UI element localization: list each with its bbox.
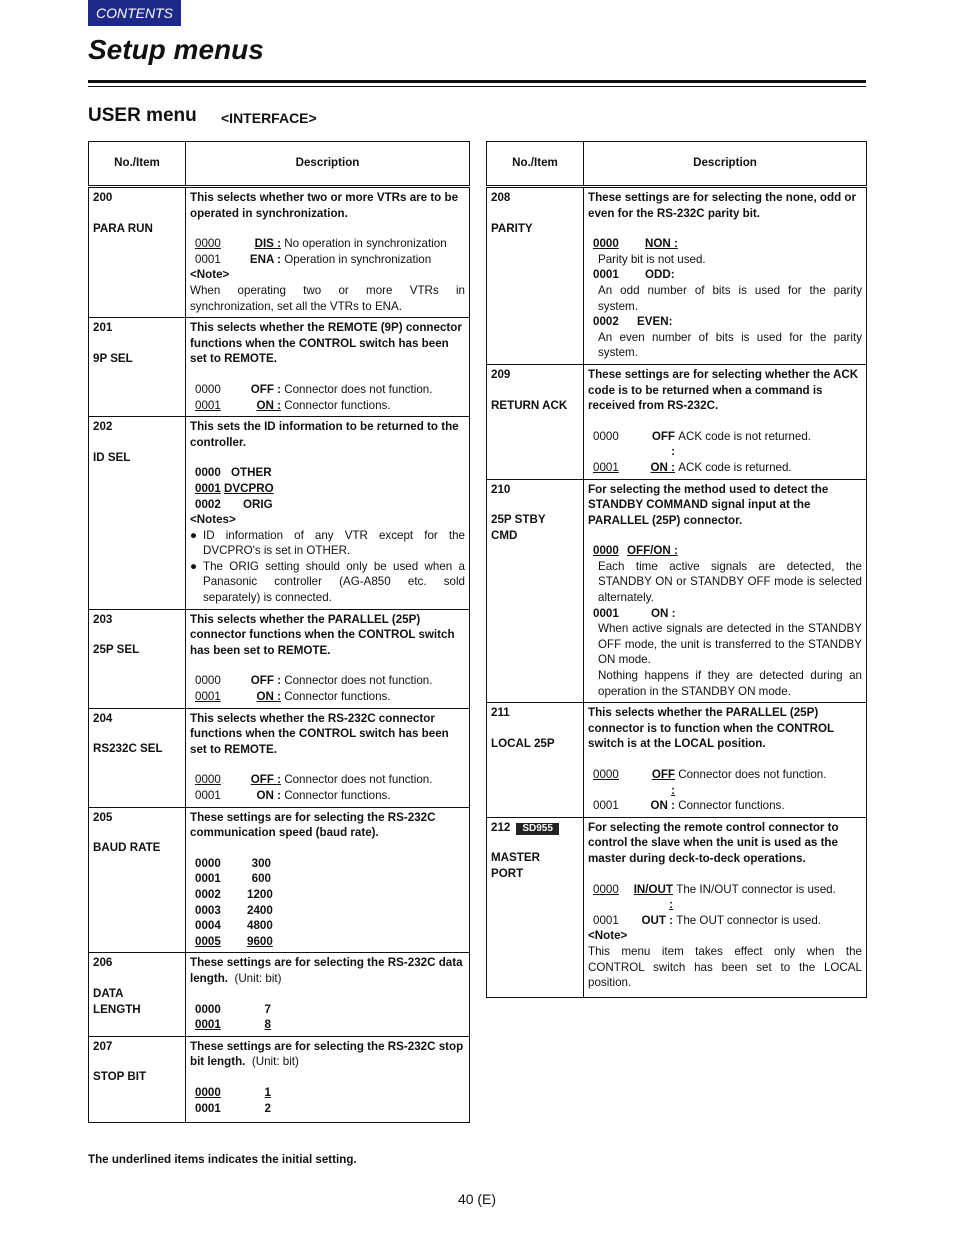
option-text: Connector functions. [284, 690, 391, 704]
option-row [190, 1017, 465, 1033]
table-row [487, 187, 867, 365]
option-text: No operation in synchronization [284, 237, 447, 251]
option-text: The IN/OUT connector is used. [676, 882, 836, 896]
option-code: 0001 [195, 872, 221, 886]
option-key: EVEN: [637, 315, 673, 329]
note-text: When operating two or more VTRs in synchronization, set all the VTRs to ENA. [190, 283, 465, 313]
option-key: OFF : [250, 674, 281, 688]
option-code: 0000 [593, 768, 619, 781]
option-code: 0003 [195, 903, 221, 917]
option-code: 0002 [593, 315, 619, 329]
option-key: OFF : [651, 768, 675, 797]
option-code: 0001 [593, 268, 619, 282]
bullet-icon: ● [190, 528, 198, 542]
option-text: Connector does not function. [284, 382, 433, 396]
option-code: 0002 [195, 887, 221, 901]
item-name-line2: PORT [491, 866, 524, 880]
item-name: PARA RUN [93, 221, 153, 235]
item-number: 202 [93, 420, 113, 434]
option-text: An odd number of bits is used for the parity system. [598, 283, 862, 313]
menu-table-right [486, 141, 867, 998]
section-subheading: <INTERFACE> [221, 110, 317, 126]
option-key: ENA : [249, 252, 281, 266]
option-row [190, 903, 465, 919]
title-rule-thick [88, 80, 866, 83]
col-header-no-item: No./Item [89, 142, 186, 187]
bullet-icon: ● [190, 559, 198, 573]
item-description: These settings are for selecting the none, odd or even for the RS-232C parity bit. [588, 191, 856, 220]
item-name: RS232C SEL [93, 742, 163, 756]
option-value: 1 [264, 1085, 271, 1099]
option-key: ON : [256, 690, 281, 704]
option-key: ODD: [645, 268, 675, 282]
option-row [190, 1002, 465, 1018]
option-text: When active signals are detected in the STANDBY OFF mode, the unit is transferred to the STANDBY ON mode. [598, 622, 862, 667]
option-key: IN/OUT : [633, 882, 673, 912]
option-code: 0001 [195, 690, 221, 704]
option-code: 0004 [195, 919, 221, 933]
item-number: 201 [93, 321, 113, 335]
option-value: 7 [264, 1002, 271, 1016]
option-row [190, 918, 465, 934]
unit-text: (Unit: bit) [251, 1055, 299, 1069]
section-heading: USER menu [88, 105, 197, 126]
item-number: 210 [491, 482, 511, 496]
note-text: ID information of any VTR except for the DVCPRO's is set in OTHER. [203, 528, 465, 558]
notes-label: <Notes> [190, 513, 236, 527]
option-code: 0000 [195, 856, 221, 870]
item-description: For selecting the method used to detect the STANDBY COMMAND signal input at the PARALLEL (25P) connector. [588, 482, 829, 527]
option-key: DVCPRO [224, 481, 274, 495]
table-header-row [89, 142, 470, 187]
option-row [588, 798, 862, 814]
item-name: 9P SEL [93, 351, 133, 365]
option-row [588, 314, 862, 330]
option-row [190, 382, 465, 398]
option-text: ACK code is returned. [678, 460, 792, 474]
option-code: 0001 [593, 606, 619, 620]
model-badge: SD955 [516, 823, 559, 835]
option-code: 0000 [593, 237, 619, 251]
item-name: BAUD RATE [93, 841, 161, 855]
note-bullet-item [190, 528, 465, 559]
option-text: Connector functions. [678, 799, 785, 813]
option-code: 0001 [195, 1018, 221, 1032]
option-text: Each time active signals are detected, the STANDBY ON or STANDBY OFF mode is selected alternately. [598, 559, 862, 605]
option-value: 300 [251, 856, 271, 870]
option-text: An even number of bits is used for the parity system. [598, 330, 862, 360]
item-name: ID SEL [93, 450, 131, 464]
option-key: OFF : [250, 382, 281, 396]
option-code: 0000 [195, 382, 221, 396]
option-key: OTHER [231, 466, 272, 480]
table-row [89, 953, 470, 1036]
item-description: For selecting the remote control connector to control the slave when the unit is used as the master during deck-to-deck operations. [588, 820, 839, 865]
menu-table-left [88, 141, 470, 1123]
option-row [190, 934, 465, 950]
option-key: OFF/ON : [627, 544, 678, 558]
option-code: 0000 [195, 674, 221, 688]
option-row [190, 856, 465, 872]
item-description: This selects whether two or more VTRs are to be operated in synchronization. [190, 191, 459, 220]
item-description: These settings are for selecting the RS-232C communication speed (baud rate). [190, 810, 436, 840]
item-number: 204 [93, 711, 113, 725]
option-key: OFF : [651, 429, 675, 459]
contents-link[interactable]: CONTENTS [88, 0, 181, 26]
item-number: 209 [491, 367, 511, 381]
option-value: 9600 [247, 934, 273, 948]
option-code: 0001 [195, 1101, 221, 1115]
table-row [89, 1036, 470, 1122]
table-row [89, 417, 470, 610]
item-description: This selects whether the REMOTE (9P) connector functions when the CONTROL switch has been set to REMOTE. [190, 321, 462, 366]
option-row [190, 236, 465, 252]
item-number: 207 [93, 1039, 113, 1053]
option-key: ON : [650, 799, 675, 813]
option-row [190, 398, 465, 414]
option-key: NON : [645, 237, 678, 251]
option-code: 0000 [195, 237, 221, 251]
option-code: 0001 [195, 398, 221, 412]
col-header-description: Description [186, 142, 470, 187]
item-number: 206 [93, 956, 113, 970]
option-row [190, 1101, 465, 1117]
table-row [487, 364, 867, 479]
item-number: 205 [93, 810, 113, 824]
option-code: 0001 [195, 481, 221, 495]
option-code: 0001 [593, 799, 619, 813]
item-name: RETURN ACK [491, 398, 568, 412]
item-description: These settings are for selecting the RS-232C stop bit length. [190, 1039, 464, 1069]
option-code: 0001 [593, 460, 619, 474]
option-text: Connector does not function. [678, 768, 827, 781]
option-row [588, 606, 862, 622]
option-row [588, 913, 862, 929]
option-row [190, 481, 465, 497]
note-bullet-item [190, 559, 465, 606]
option-value: 1200 [247, 887, 273, 901]
item-name-line2: CMD [491, 528, 518, 542]
option-row [190, 497, 465, 513]
note-label: <Note> [190, 268, 230, 282]
table-row [89, 609, 470, 708]
table-row [487, 703, 867, 818]
table-header-row [487, 142, 867, 187]
option-text: ACK code is not returned. [678, 429, 811, 443]
option-row [588, 460, 862, 476]
item-number: 208 [491, 191, 511, 204]
option-row [190, 887, 465, 903]
option-row [190, 1085, 465, 1101]
item-description: This selects whether the RS-232C connector functions when the CONTROL switch has been set to REMOTE. [190, 711, 449, 756]
col-header-description: Description [584, 142, 867, 187]
option-code: 0000 [195, 773, 221, 787]
page-title: Setup menus [88, 34, 264, 65]
note-text: The ORIG setting should only be used when a Panasonic controller (AG-A850 etc. sold separately) is connected. [203, 559, 465, 605]
option-row [190, 689, 465, 705]
option-key: ON : [651, 606, 676, 620]
option-value: 2400 [247, 903, 273, 917]
title-rule-thin [88, 86, 866, 87]
option-row [588, 882, 862, 913]
option-value: 8 [264, 1018, 271, 1032]
option-key: ON : [256, 398, 281, 412]
col-header-no-item: No./Item [487, 142, 584, 187]
option-key: DIS : [254, 237, 281, 251]
item-description: These settings are for selecting the RS-232C data length. [190, 956, 463, 985]
option-text: Connector does not function. [284, 773, 433, 787]
option-row [588, 543, 862, 559]
table-row [89, 708, 470, 807]
option-code: 0001 [195, 789, 221, 802]
option-text: Connector functions. [284, 398, 391, 412]
note-text: This menu item takes effect only when the CONTROL switch has been set to the LOCAL position. [588, 944, 862, 990]
item-name: MASTER [491, 851, 540, 865]
option-row [588, 767, 862, 798]
option-code: 0000 [593, 544, 619, 558]
item-number: 200 [93, 191, 113, 204]
option-row [588, 429, 862, 460]
option-text: Connector functions. [284, 789, 391, 802]
option-text: Operation in synchronization [284, 252, 432, 266]
option-code: 0001 [593, 913, 619, 927]
option-key: ON : [256, 789, 281, 802]
option-key: ON : [650, 460, 675, 474]
item-name: LOCAL 25P [491, 736, 555, 750]
item-description: This selects whether the PARALLEL (25P) connector functions when the CONTROL switch has been set to REMOTE. [190, 612, 455, 657]
item-description: This sets the ID information to be returned to the controller. [190, 420, 459, 449]
option-text: The OUT connector is used. [676, 913, 822, 927]
option-code: 0002 [195, 497, 221, 511]
option-value: 4800 [247, 919, 273, 933]
option-text: Connector does not function. [284, 674, 433, 688]
item-name: DATA [93, 986, 124, 1000]
option-code: 0000 [195, 1002, 221, 1016]
option-code: 0000 [195, 1085, 221, 1099]
item-description: These settings are for selecting whether the ACK code is to be returned when a command is received from RS-232C. [588, 367, 859, 413]
note-label: <Note> [588, 929, 628, 943]
option-value: 600 [251, 872, 271, 886]
option-code: 0001 [195, 252, 221, 266]
item-name: 25P SEL [93, 643, 140, 657]
table-row [89, 187, 470, 318]
option-row [190, 673, 465, 689]
option-text: Parity bit is not used. [598, 252, 706, 266]
table-row [89, 318, 470, 417]
item-number: 203 [93, 612, 113, 626]
option-row [190, 465, 465, 481]
item-name: PARITY [491, 221, 533, 235]
table-row [89, 807, 470, 953]
option-value: 2 [264, 1101, 271, 1115]
option-row [588, 267, 862, 283]
option-row [190, 871, 465, 887]
footnote: The underlined items indicates the initial setting. [88, 1153, 357, 1166]
table-row [487, 817, 867, 997]
option-row [190, 772, 465, 788]
item-number: 211 [491, 706, 510, 720]
option-text-extra: Nothing happens if they are detected during an operation in the STANDBY ON mode. [598, 669, 862, 698]
unit-text: (Unit: bit) [234, 971, 282, 985]
option-code: 0000 [195, 466, 221, 480]
table-row [487, 479, 867, 703]
option-code: 0000 [593, 882, 619, 896]
option-row [190, 252, 465, 268]
option-code: 0005 [195, 934, 221, 948]
item-name-line2: LENGTH [93, 1002, 141, 1016]
page-number: 40 (E) [457, 1191, 497, 1207]
item-number: 212 [491, 820, 511, 834]
item-name: STOP BIT [93, 1070, 147, 1084]
option-key: OFF : [250, 773, 281, 787]
option-row [588, 236, 862, 252]
option-key: OUT : [641, 913, 673, 927]
item-description: This selects whether the PARALLEL (25P) connector is to function when the CONTROL switch is at the LOCAL position. [588, 706, 834, 751]
option-row [190, 788, 465, 804]
option-key: ORIG [243, 497, 273, 511]
option-code: 0000 [593, 429, 619, 443]
item-name: 25P STBY [491, 513, 546, 527]
